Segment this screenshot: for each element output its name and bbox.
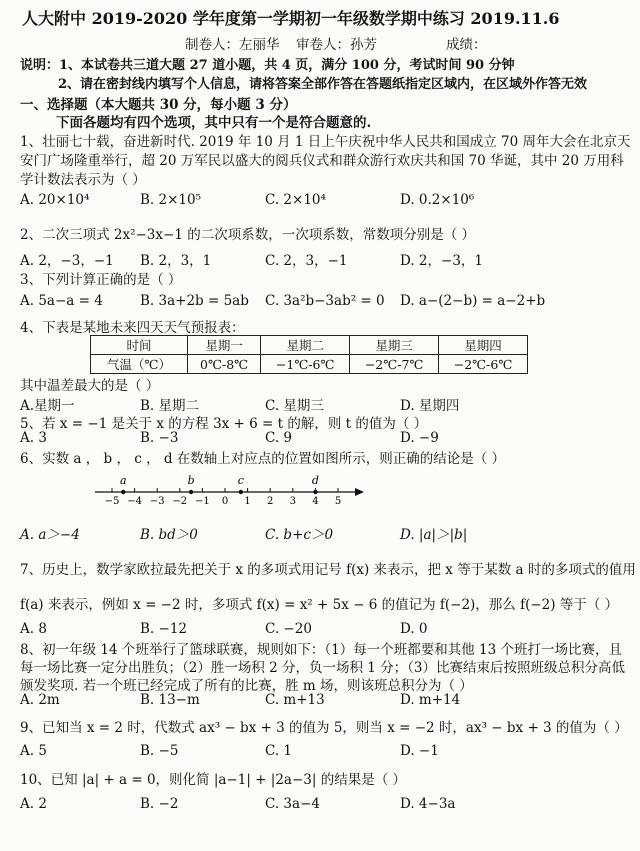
section-instruction: 下面各题均有四个选项，其中只有一个是符合题意的. [56, 115, 372, 131]
q10-option-c: C. 3a−4 [265, 796, 320, 812]
table-cell: 星期四 [439, 336, 528, 355]
table-cell: −1℃-6℃ [261, 355, 350, 374]
reviewer-label: 审卷人：孙芳 [296, 37, 377, 53]
q4-option-a: A.星期一 [20, 398, 75, 414]
q7-line-1: 7、历史上，数学家欧拉最先把关于 x 的多项式用记号 f(x) 来表示，把 x 等于某数 a 时的多项式的值用 [20, 562, 636, 578]
q1-option-b: B. 2×10⁵ [140, 192, 201, 208]
number-line-tick-label: −2 [172, 496, 188, 507]
number-line-tick-label: −1 [195, 496, 210, 507]
number-line-tick-label: 5 [334, 496, 342, 507]
q1-option-c: C. 2×10⁴ [265, 192, 326, 208]
q5-option-b: B. −3 [140, 430, 179, 446]
q7-option-c: C. −20 [265, 621, 312, 637]
number-line-tick-label: −4 [127, 496, 142, 507]
q9-option-d: D. −1 [400, 743, 439, 759]
number-line-point-label: b [187, 474, 195, 487]
q10-text: 10、已知 |a| + a = 0，则化简 |a−1| + |2a−3| 的结果是（ ） [20, 772, 406, 788]
q5-option-c: C. 9 [265, 430, 293, 446]
table-cell: 时间 [91, 336, 188, 355]
q7-option-d: D. 0 [400, 621, 428, 637]
q6-option-a: A. a＞−4 [20, 527, 80, 543]
number-line-tick-label: 4 [312, 496, 319, 507]
q1-option-a: A. 20×10⁴ [20, 192, 90, 208]
q8-line-2: 每一场比赛一定分出胜负；（2）胜一场积 2 分，负一场积 1 分；（3）比赛结束后按照班级总积分高低 [20, 660, 626, 676]
table-cell: 星期一 [187, 336, 260, 355]
number-line-tick-label: −3 [149, 496, 165, 507]
q9-text: 9、已知当 x = 2 时，代数式 ax³ − bx + 3 的值为 5，则当 x = −2 时，ax³ − bx + 3 的值为（ ） [20, 720, 628, 736]
q6-text: 6、实数 a ， b ， c ， d 在数轴上对应点的位置如图所示，则正确的结论是（ ） [20, 451, 506, 467]
q3-option-a: A. 5a−a = 4 [20, 293, 103, 309]
table-row [91, 355, 528, 374]
note-line-2: 2、请在密封线内填写个人信息，请将答案全部作答在答题纸指定区域内，在区域外作答无效 [58, 77, 588, 92]
table-cell: 0℃-8℃ [187, 355, 260, 374]
q2-option-a: A. 2，−3，−1 [20, 253, 114, 269]
q6-option-c: C. b+c＞0 [265, 527, 334, 543]
number-line-tick-label: −5 [104, 496, 120, 507]
q5-text: 5、若 x = −1 是关于 x 的方程 3x + 6 = t 的解，则 t 的值为（ ） [20, 416, 428, 432]
q3-option-b: B. 3a+2b = 5ab [140, 293, 249, 309]
q7-option-b: B. −12 [140, 621, 187, 637]
q8-option-b: B. 13−m [140, 692, 200, 708]
q1-line-2: 安门广场隆重举行，超 20 万军民以盛大的阅兵仪式和群众游行欢庆共和国 70 华诞，其中 20 万用科 [20, 153, 624, 169]
q2-option-c: C. 2，3，−1 [265, 253, 348, 269]
number-line-point [313, 490, 317, 494]
q4-option-c: C. 星期三 [265, 398, 324, 414]
number-line-point [189, 490, 193, 494]
table-cell: −2℃-6℃ [439, 355, 528, 374]
q6-option-b: B. bd＞0 [140, 527, 198, 543]
note-line-1: 说明：1、本试卷共三道大题 27 道小题，共 4 页，满分 100 分，考试时间 90 分钟 [20, 58, 515, 73]
q4-option-d: D. 星期四 [400, 398, 460, 414]
q8-option-c: C. m+13 [265, 692, 325, 708]
q8-option-d: D. m+14 [400, 692, 461, 708]
page-title: 人大附中 2019-2020 学年度第一学期初一年级数学期中练习 2019.11.6 [22, 9, 560, 28]
number-line [90, 470, 370, 520]
table-cell: 星期二 [261, 336, 350, 355]
q9-option-b: B. −5 [140, 743, 179, 759]
weather-table [90, 335, 528, 374]
number-line-point-label: d [311, 474, 319, 487]
number-line-tick-label: 0 [221, 496, 229, 507]
table-cell: 星期三 [350, 336, 439, 355]
q2-option-b: B. 2，3，1 [140, 253, 212, 269]
number-line-point [121, 490, 125, 494]
q8-line-1: 8、初一年级 14 个班举行了篮球联赛，规则如下：（1）每一个班都要和其他 13 个班打一场比赛，且 [20, 642, 622, 658]
q3-option-c: C. 3a²b−3ab² = 0 [265, 293, 385, 309]
number-line-arrow [355, 488, 364, 496]
q4-option-b: B. 星期二 [140, 398, 200, 414]
q1-line-1: 1、壮丽七十载，奋进新时代. 2019 年 10 月 1 日上午庆祝中华人民共和国成立 70 周年大会在北京天 [20, 134, 631, 150]
number-line-point-label: a [120, 474, 127, 487]
q2-option-d: D. 2，−3，1 [400, 253, 484, 269]
score-label: 成绩： [446, 37, 487, 53]
number-line-tick-label: 3 [289, 496, 296, 507]
q7-option-a: A. 8 [20, 621, 47, 637]
number-line-point [239, 490, 243, 494]
table-header-row [91, 336, 528, 355]
maker-label: 制卷人：左丽华 [185, 37, 280, 53]
q9-option-c: C. 1 [265, 743, 293, 759]
section-heading: 一、选择题（本大题共 30 分，每小题 3 分） [20, 97, 297, 113]
q9-option-a: A. 5 [20, 743, 47, 759]
table-cell: −2℃-7℃ [350, 355, 439, 374]
q4-question: 其中温差最大的是（ ） [20, 378, 160, 394]
q6-option-d: D. |a|＞|b| [400, 527, 468, 543]
number-line-tick-label: 1 [244, 496, 251, 507]
number-line-tick-label: 2 [267, 496, 274, 507]
q5-option-d: D. −9 [400, 430, 439, 446]
q3-text: 3、下列计算正确的是（ ） [20, 272, 182, 288]
q7-line-2: f(a) 来表示，例如 x = −2 时，多项式 f(x) = x² + 5x − 6 的值记为 f(−2)，那么 f(−2) 等于（ ） [20, 597, 619, 613]
q8-option-a: A. 2m [20, 692, 60, 708]
number-line-point-label: c [237, 474, 244, 487]
q10-option-b: B. −2 [140, 796, 179, 812]
q10-option-a: A. 2 [20, 796, 47, 812]
q5-option-a: A. 3 [20, 430, 47, 446]
q1-line-3: 学计数法表示为（ ） [20, 172, 146, 188]
table-cell: 气温（℃） [91, 355, 188, 374]
q1-option-d: D. 0.2×10⁶ [400, 192, 475, 208]
q8-line-3: 颁发奖项. 若一个班已经完成了所有的比赛，胜 m 场，则该班总积分为（ ） [20, 678, 473, 694]
q2-text: 2、二次三项式 2x²−3x−1 的二次项系数，一次项系数，常数项分别是（ ） [20, 227, 475, 243]
q10-option-d: D. 4−3a [400, 796, 456, 812]
q4-text: 4、下表是某地未来四天天气预报表： [20, 320, 245, 336]
q3-option-d: D. a−(2−b) = a−2+b [400, 293, 546, 309]
